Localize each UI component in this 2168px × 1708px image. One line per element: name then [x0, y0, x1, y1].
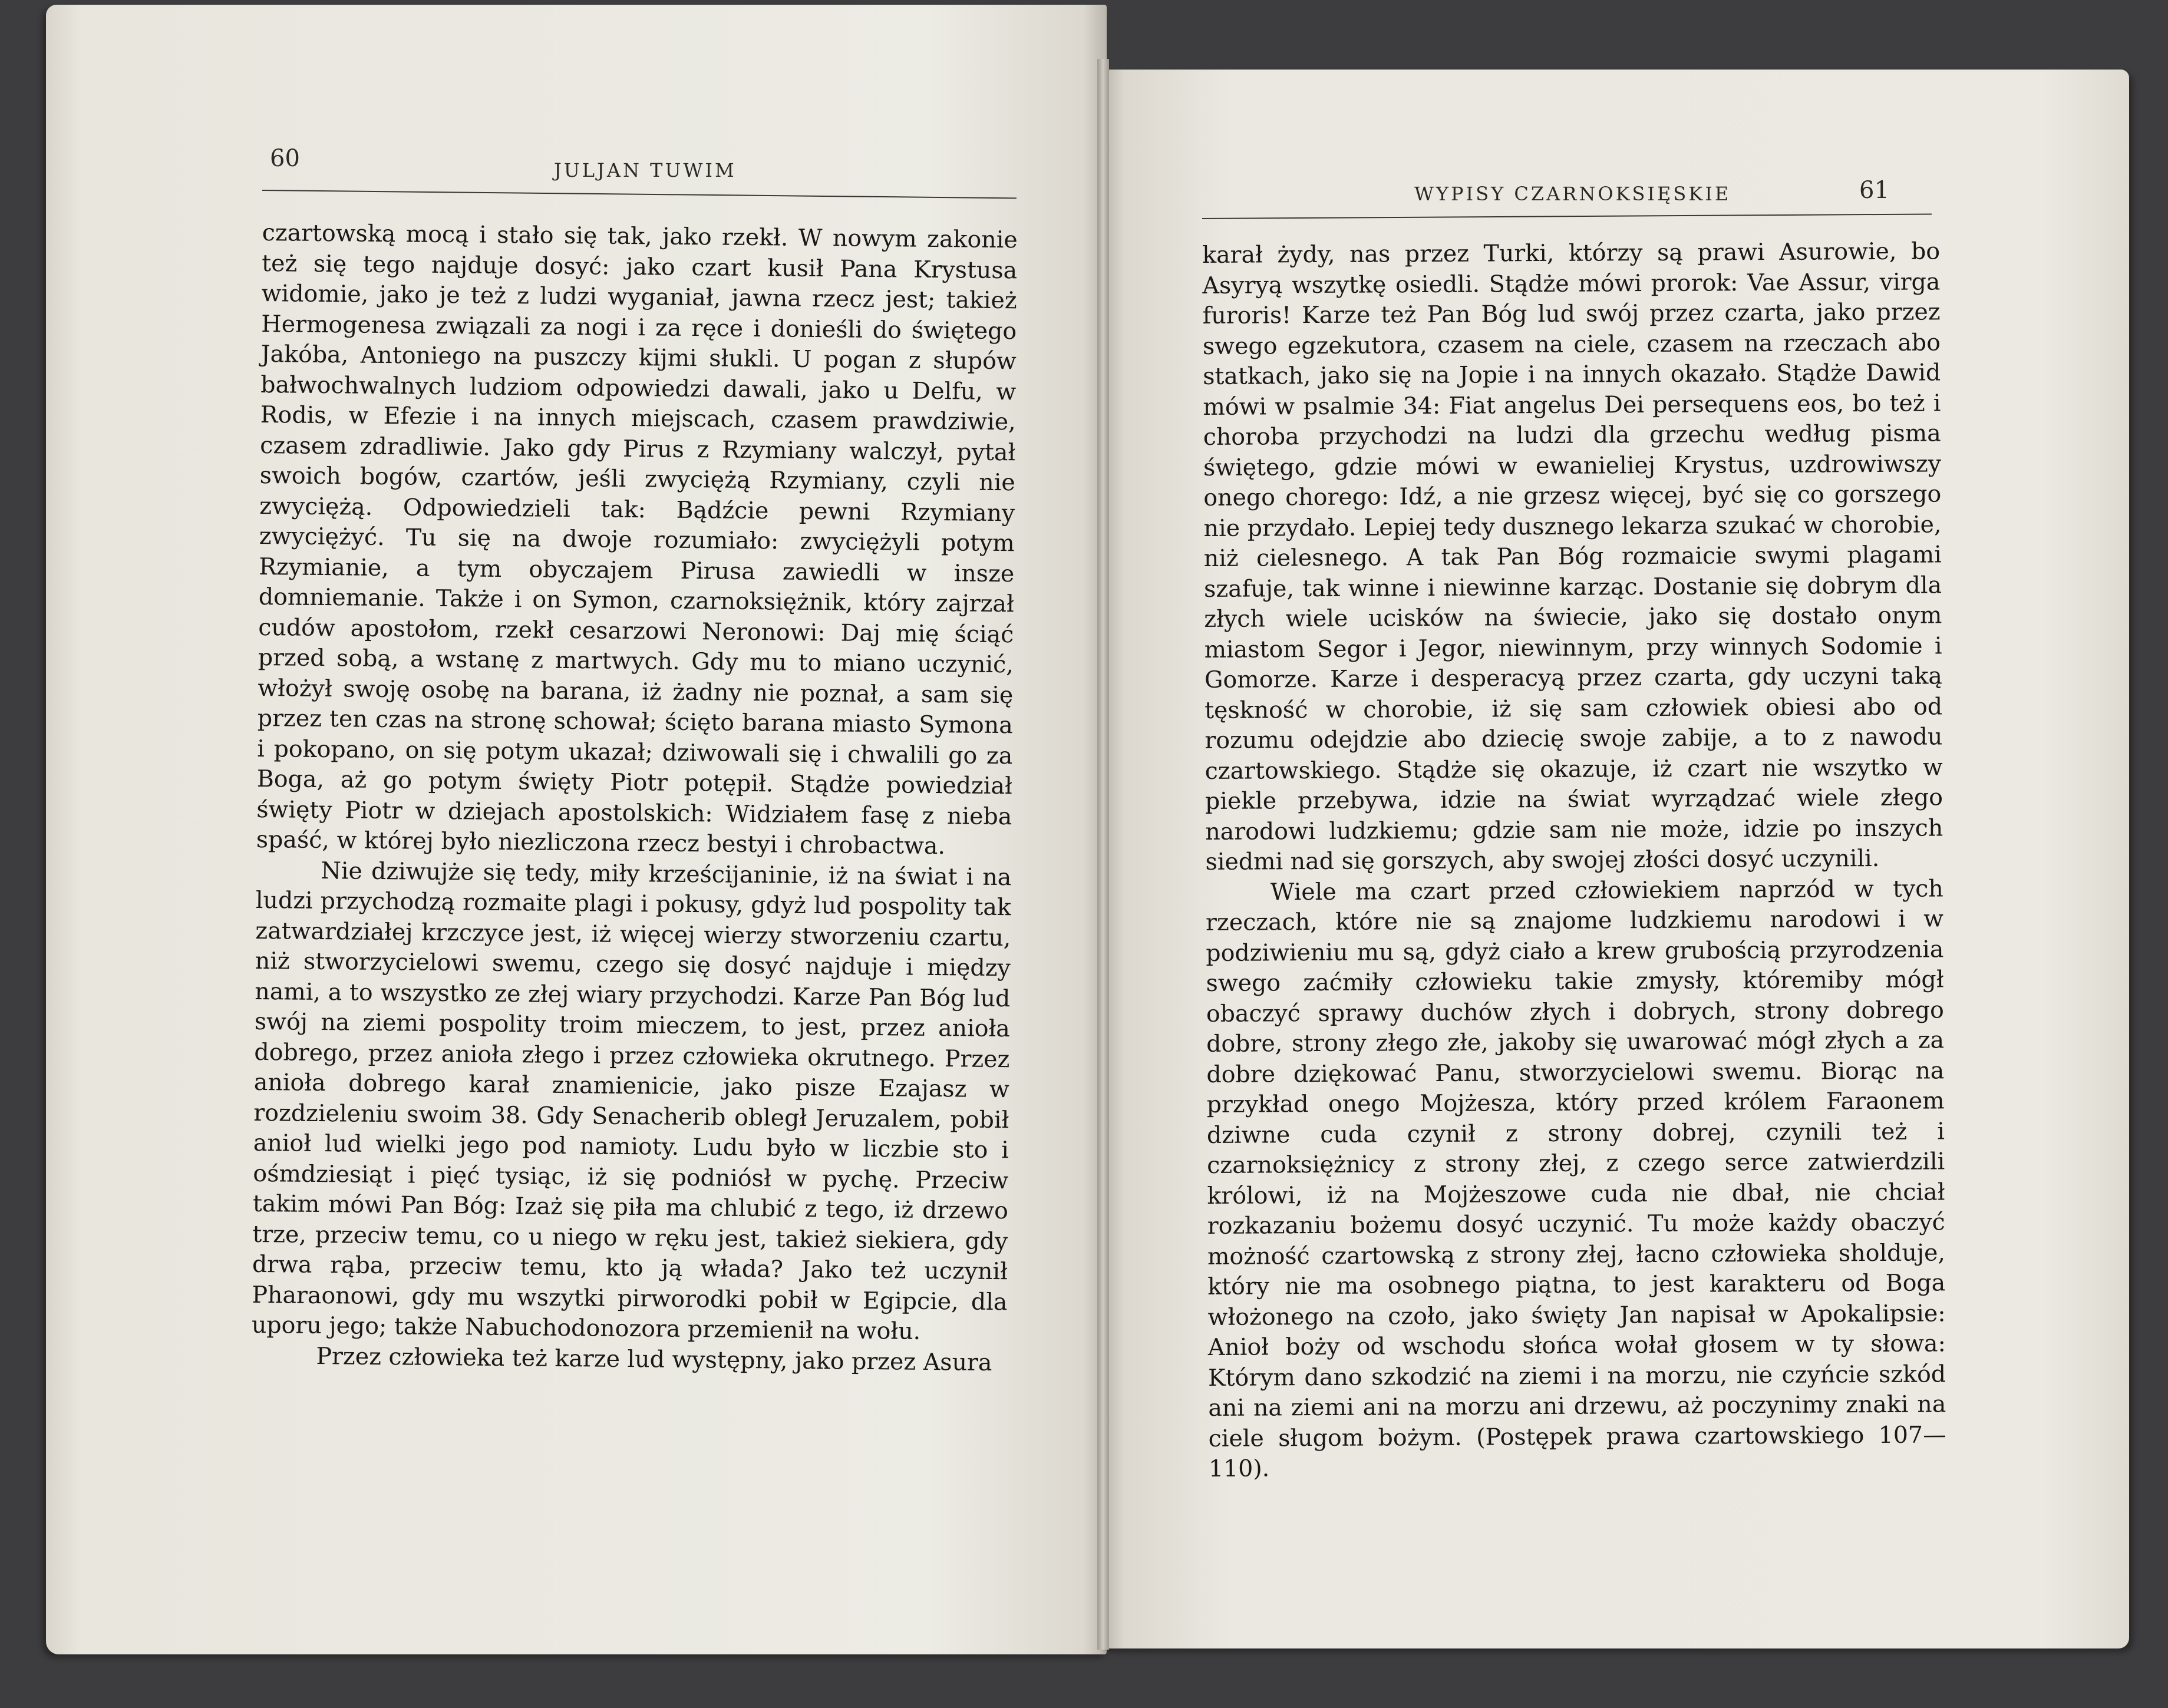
page-number: 60	[270, 145, 300, 172]
running-head: JULJAN TUWIM	[554, 159, 737, 181]
paragraph: czartowską mocą i stało się tak, jako rzekł. W nowym zakonie też się tego najduje dosyć: jako czart kusił Pana Krystusa widomie, jako je też z ludzi wyganiał, jawna rzecz jest; takież Hermogenesa związali za nogi i za ręce i donieśli do świętego Jakóba, Antoniego na puszczy kijmi słukli. U pogan z słupów bałwochwalnych ludziom odpowiedzi dawali, jako u Delfu, w Rodis, w Efezie i na innych miejscach, czasem prawdziwie, czasem zdradliwie. Jako gdy Pirus z Rzymiany walczył, pytał swoich bogów, czartów, jeśli zwyciężą Rzymiany, czyli nie zwyciężą. Odpowiedzieli tak: Bądźcie pewni Rzymiany zwyciężyć. Tu się na dwoje rozumiało: zwyciężyli potym Rzymianie, a tym obyczajem Pirusa zawiedli w insze domniemanie. Także i on Symon, czarnoksiężnik, który zajrzał cudów apostołom, rzekł cesarzowi Neronowi: Daj mię ściąć przed sobą, a wstanę z martwych. Gdy mu to miano uczynić, włożył swoję osobę na barana, iż żadny nie poznał, a sam się przez ten czas na stronę schował; ścięto barana miasto Symona i pokopano, on się potym ukazał; dziwowali się i chwalili go za Boga, aż go potym święty Piotr potępił. Stądże powiedział święty Piotr w dziejach apostolskich: Widziałem fasę z nieba spaść, w której było niezliczona rzecz bestyi i chrobactwa.	[256, 219, 1018, 860]
paragraph: Wiele ma czart przed człowiekiem naprzód w tych rzeczach, które nie są znajome ludzkiemu narodowi i w podziwieniu mu są, gdyż ciało a krew grubością przyrodzenia swego zaćmiły człowieku takie zmysły, któremiby mógł obaczyć sprawy duchów złych i dobrych, strony dobrego dobre, strony złego złe, jakoby się uwarować mógł złych a za dobre dziękować Panu, stworzycielowi swemu. Biorąc na przykład onego Mojżesza, który przed królem Faraonem dziwne cuda czynił z strony dobrej, czynili też i czarnoksiężnicy z strony złej, z czego serce zatwierdzili królowi, iż na Mojżeszowe cuda nie dbał, nie chciał rozkazaniu bożemu dosyć uczynić. Tu może każdy obaczyć możność czartowską z strony złej, łacno człowieka sholduje, który nie ma osobnego piątna, to jest karakteru od Boga włożonego na czoło, jako święty Jan napisał w Apokalipsie: Anioł boży od wschodu słońca wołał głosem w ty słowa: Którym dano szkodzić na ziemi i na morzu, nie czyńcie szkód ani na ziemi ani na morzu ani drzewu, aż poczynimy znaki na ciele sługom bożym. (Postępek prawa czartowskiego 107—110).	[1205, 874, 1946, 1482]
right-page-body	[1202, 236, 1946, 1484]
paragraph: Nie dziwujże się tedy, miły krześcijaninie, iż na świat i na ludzi przychodzą rozmaite plagi i pokusy, gdyż lud pospolity tak zatwardziałej krzczyce jest, iż więcej wierzy stworzeniu czartu, niż stworzycielowi swemu, czego się dosyć najduje i między nami, a to wszystko ze złej wiary przychodzi. Karze Pan Bóg lud swój na ziemi pospolity troim mieczem, to jest, przez anioła dobrego, przez anioła złego i przez człowieka okrutnego. Przez anioła dobrego karał znamienicie, jako pisze Ezajasz w rozdzieleniu swoim 38. Gdy Senacherib obległ Jeruzalem, pobił anioł lud wielki jego pod namioty. Ludu było w liczbie sto i ośmdziesiąt i pięć tysiąc, iż się podniósł w pychę. Przeciw takim mówi Pan Bóg: Izaż się piła ma chlubić z tego, iż drzewo trze, przeciw temu, co u niego w ręku jest, takież siekiera, gdy drwa rąba, przeciw temu, kto ją włada? Jako też uczynił Pharaonowi, gdy mu wszytki pirworodki pobił w Egipcie, dla uporu jego; także Nabuchodonozora przemienił na wołu.	[251, 857, 1012, 1345]
paragraph: karał żydy, nas przez Turki, którzy są prawi Asurowie, bo Asyryą wszytkę osiedli. Stądże mówi prorok: Vae Assur, virga furoris! Karze też Pan Bóg lud swój przez czarta, jako przez swego egzekutora, czasem na ciele, czasem na rzeczach abo statkach, jako się na Jopie i na innych okazało. Stądże Dawid mówi w psalmie 34: Fiat angelus Dei persequens eos, bo też i choroba przychodzi na ludzi dla grzechu według pisma świętego, gdzie mówi w ewanieliej Krystus, uzdrowiwszy onego chorego: Idź, a nie grzesz więcej, być się co gorszego nie przydało. Lepiej tedy dusznego lekarza szukać w chorobie, niż cielesnego. A tak Pan Bóg rozmaicie swymi plagami szafuje, tak winne i niewinne karząc. Dostanie się dobrym dla złych wiele ucisków na świecie, jako się dostało onym miastom Segor i Jegor, niewinnym, przy winnych Sodomie i Gomorze. Karze i desperacyą przez czarta, gdy uczyni taką tęskność w chorobie, iż się sam człowiek obiesi abo od rozumu odejdzie abo dziecię swoje zabije, a to z nawodu czartowskiego. Stądże się okazuje, iż czart nie wszytko w piekle przebywa, idzie na świat wyrządzać wiele złego narodowi ludzkiemu; gdzie sam nie może, idzie po inszych siedmi nad się gorszych, aby swojej złości dosyć uczynili.	[1202, 237, 1943, 876]
left-page-header	[0, 0, 1084, 200]
book-spine	[1097, 59, 1109, 1650]
paragraph: Przez człowieka też karze lud występny, jako przez Asura	[316, 1342, 992, 1376]
right-page-header	[1108, 0, 2133, 212]
left-page-body	[251, 218, 1018, 1378]
running-head: WYPISY CZARNOKSIĘSKIE	[1414, 183, 1731, 205]
page-number: 61	[1859, 177, 1889, 204]
